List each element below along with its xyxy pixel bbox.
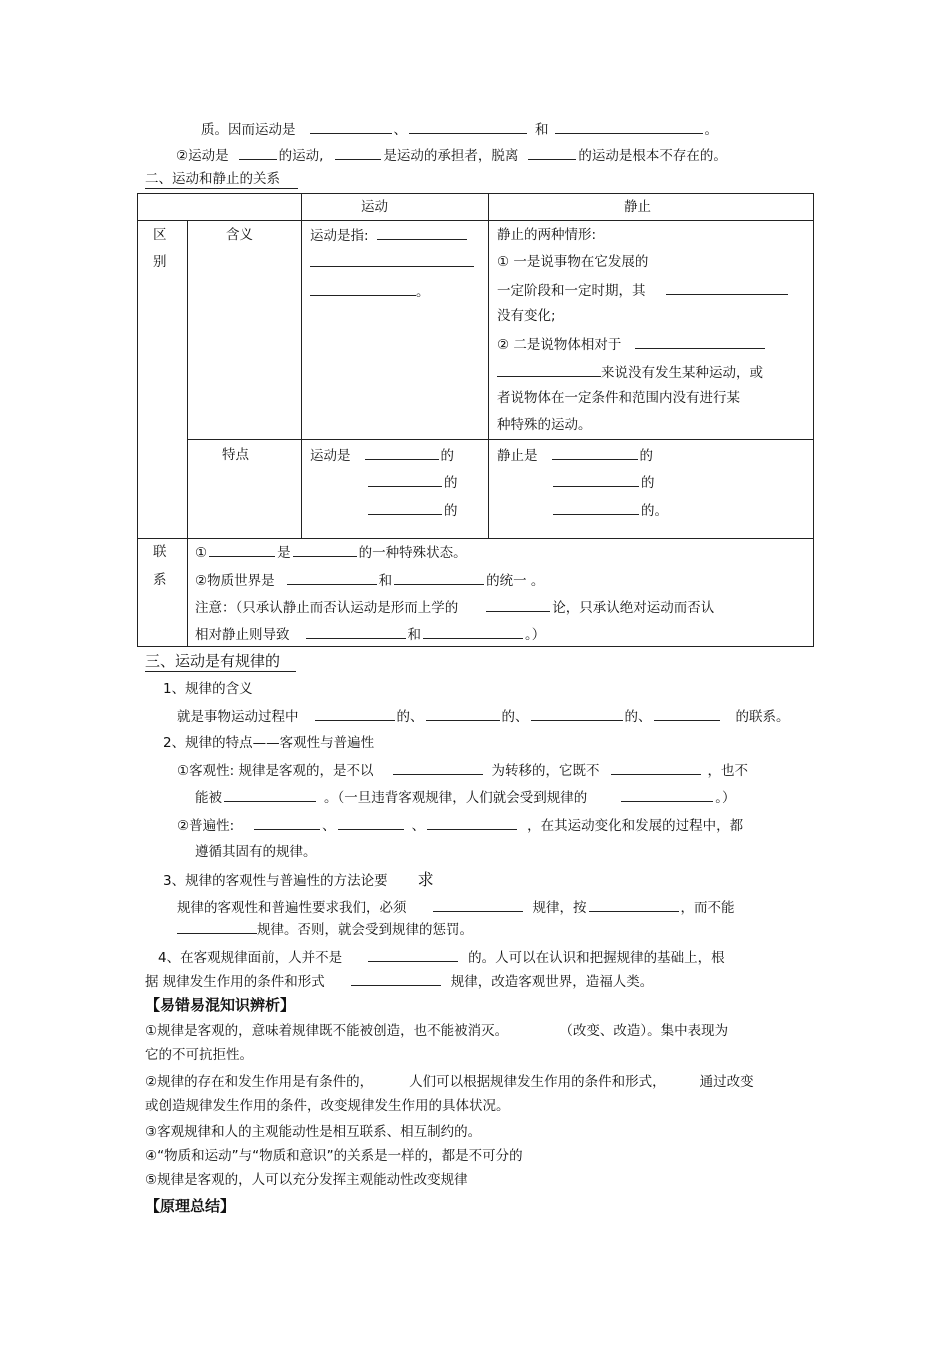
blank[interactable] xyxy=(426,707,500,721)
blank[interactable] xyxy=(666,281,788,295)
blank[interactable] xyxy=(635,335,765,349)
item3-body-2: 规律。否则，就会受到规律的惩罚。 xyxy=(177,920,473,939)
blank[interactable] xyxy=(621,788,713,802)
blank[interactable] xyxy=(335,146,381,160)
blank[interactable] xyxy=(553,473,639,487)
blank[interactable] xyxy=(310,253,474,267)
blank[interactable] xyxy=(368,948,458,962)
lianxi-line-1: ① 是 的一种特殊状态。 xyxy=(195,545,467,561)
blank[interactable] xyxy=(377,226,467,240)
section3-title: 三、运动是有规律的 xyxy=(145,652,296,670)
rest-def-3: 一定阶段和一定时期，其 xyxy=(497,281,790,300)
mistake-3: ③客观规律和人的主观能动性是相互联系、相互制约的。 xyxy=(145,1124,482,1140)
blank[interactable] xyxy=(287,571,377,585)
motion-definition: 运动是指: xyxy=(310,226,469,245)
item2-universality: ②普遍性: 、 、 ，在其运动变化和发展的过程中，都 xyxy=(177,818,744,834)
item1-title: 1、规律的含义 xyxy=(163,681,253,697)
blank[interactable] xyxy=(365,446,439,460)
rest-def-7: 者说物体在一定条件和范围内没有进行某 xyxy=(497,390,740,406)
blank[interactable] xyxy=(306,625,406,639)
blank[interactable] xyxy=(368,473,442,487)
blank[interactable] xyxy=(315,707,395,721)
motion-definition-line2 xyxy=(310,253,474,272)
lianxi-note-1: 注意：（只承认静止而否认运动是形而上学的 论，只承认绝对运动而否认 xyxy=(195,600,715,616)
blank[interactable] xyxy=(254,816,320,830)
motion-definition-line3: 。 xyxy=(310,282,430,301)
row-hanyi: 含义 xyxy=(226,227,253,243)
motion-feature-3: 的 xyxy=(368,501,458,520)
lianxi-line-2: ②物质世界是 和 的统一 。 xyxy=(195,573,545,589)
item2-objectivity: ①客观性: 规律是客观的，是不以 为转移的，它既不 ，也不 xyxy=(177,763,748,779)
blank[interactable] xyxy=(351,972,441,986)
top-line-2: ②运动是 的运动, 是运动的承担者，脱离 的运动是根本不存在的。 xyxy=(176,148,727,164)
rest-feature-2: 的 xyxy=(553,473,655,492)
blank[interactable] xyxy=(433,898,523,912)
item1-body: 就是事物运动过程中 的、 的、 的、 的联系。 xyxy=(177,709,790,725)
rest-def-2: ① 一是说事物在它发展的 xyxy=(497,254,649,270)
item4-line-2: 据 规律发生作用的条件和形式 规律，改造客观世界，造福人类。 xyxy=(145,974,654,990)
blank[interactable] xyxy=(409,120,527,134)
row-group-qubie-2: 别 xyxy=(153,254,167,270)
blank[interactable] xyxy=(427,816,517,830)
blank[interactable] xyxy=(394,571,484,585)
blank[interactable] xyxy=(553,501,639,515)
row-group-lianxi-2: 系 xyxy=(153,572,167,588)
row-group-lianxi-1: 联 xyxy=(153,544,167,560)
blank[interactable] xyxy=(338,816,404,830)
item4-line-1: 4、在客观规律面前，人并不是 的。人可以在认识和把握规律的基础上，根 xyxy=(158,950,725,966)
blank[interactable] xyxy=(611,761,701,775)
item2-objectivity-2: 能被 。（一旦违背客观规律，人们就会受到规律的 。） xyxy=(195,790,736,806)
header-rest: 静止 xyxy=(624,199,651,215)
lianxi-note-2: 相对静止则导致 和 。） xyxy=(195,627,546,643)
blank[interactable] xyxy=(552,446,638,460)
blank[interactable] xyxy=(654,707,720,721)
blank[interactable] xyxy=(177,920,257,934)
rest-def-5: ② 二是说物体相对于 xyxy=(497,335,767,354)
blank[interactable] xyxy=(589,898,679,912)
header-motion: 运动 xyxy=(361,199,388,215)
blank[interactable] xyxy=(423,625,523,639)
rest-def-6: 来说没有发生某种运动，或 xyxy=(497,363,763,382)
item3-title: 3、规律的客观性与普遍性的方法论要 求 xyxy=(163,870,434,889)
mistake-2a: ②规律的存在和发生作用是有条件的， 人们可以根据规律发生作用的条件和形式， 通过改变 xyxy=(145,1074,754,1090)
mistake-1b: 它的不可抗拒性。 xyxy=(145,1047,253,1063)
mistake-2b: 或创造规律发生作用的条件，改变规律发生作用的具体状况。 xyxy=(145,1098,510,1114)
blank[interactable] xyxy=(486,598,550,612)
mistake-1a: ①规律是客观的，意味着规律既不能被创造，也不能被消灭。 （改变、改造）。集中表现为 xyxy=(145,1023,729,1039)
item2-title: 2、规律的特点——客观性与普遍性 xyxy=(163,735,375,751)
rest-def-4: 没有变化; xyxy=(497,308,556,324)
top-line-1: 质。因而运动是 、 和 。 xyxy=(201,122,718,138)
motion-feature-1: 运动是 的 xyxy=(310,448,454,464)
item2-universality-2: 遵循其固有的规律。 xyxy=(195,844,317,860)
rest-feature-1: 静止是 的 xyxy=(497,448,653,464)
rest-def-1: 静止的两种情形: xyxy=(497,227,597,243)
item3-body-1: 规律的客观性和普遍性要求我们，必须 规律，按 ，而不能 xyxy=(177,900,735,916)
blank[interactable] xyxy=(293,543,357,557)
blank[interactable] xyxy=(393,761,483,775)
section2-title: 二、运动和静止的关系 xyxy=(145,170,298,188)
row-tedian: 特点 xyxy=(222,447,249,463)
summary-title: 【原理总结】 xyxy=(145,1197,236,1215)
blank[interactable] xyxy=(310,120,392,134)
blank[interactable] xyxy=(239,146,277,160)
rest-feature-3: 的。 xyxy=(553,501,668,520)
mistakes-title: 【易错易混知识辨析】 xyxy=(145,996,296,1014)
blank[interactable] xyxy=(209,543,275,557)
blank[interactable] xyxy=(224,788,316,802)
blank[interactable] xyxy=(531,707,623,721)
mistake-5: ⑤规律是客观的，人可以充分发挥主观能动性改变规律 xyxy=(145,1172,468,1188)
blank[interactable] xyxy=(555,120,703,134)
row-group-qubie-1: 区 xyxy=(153,227,167,243)
blank[interactable] xyxy=(368,501,442,515)
motion-feature-2: 的 xyxy=(368,473,458,492)
blank[interactable] xyxy=(497,363,601,377)
blank[interactable] xyxy=(310,282,416,296)
rest-def-8: 种特殊的运动。 xyxy=(497,417,592,433)
mistake-4: ④“物质和运动”与“物质和意识”的关系是一样的，都是不可分的 xyxy=(145,1148,523,1164)
blank[interactable] xyxy=(528,146,576,160)
